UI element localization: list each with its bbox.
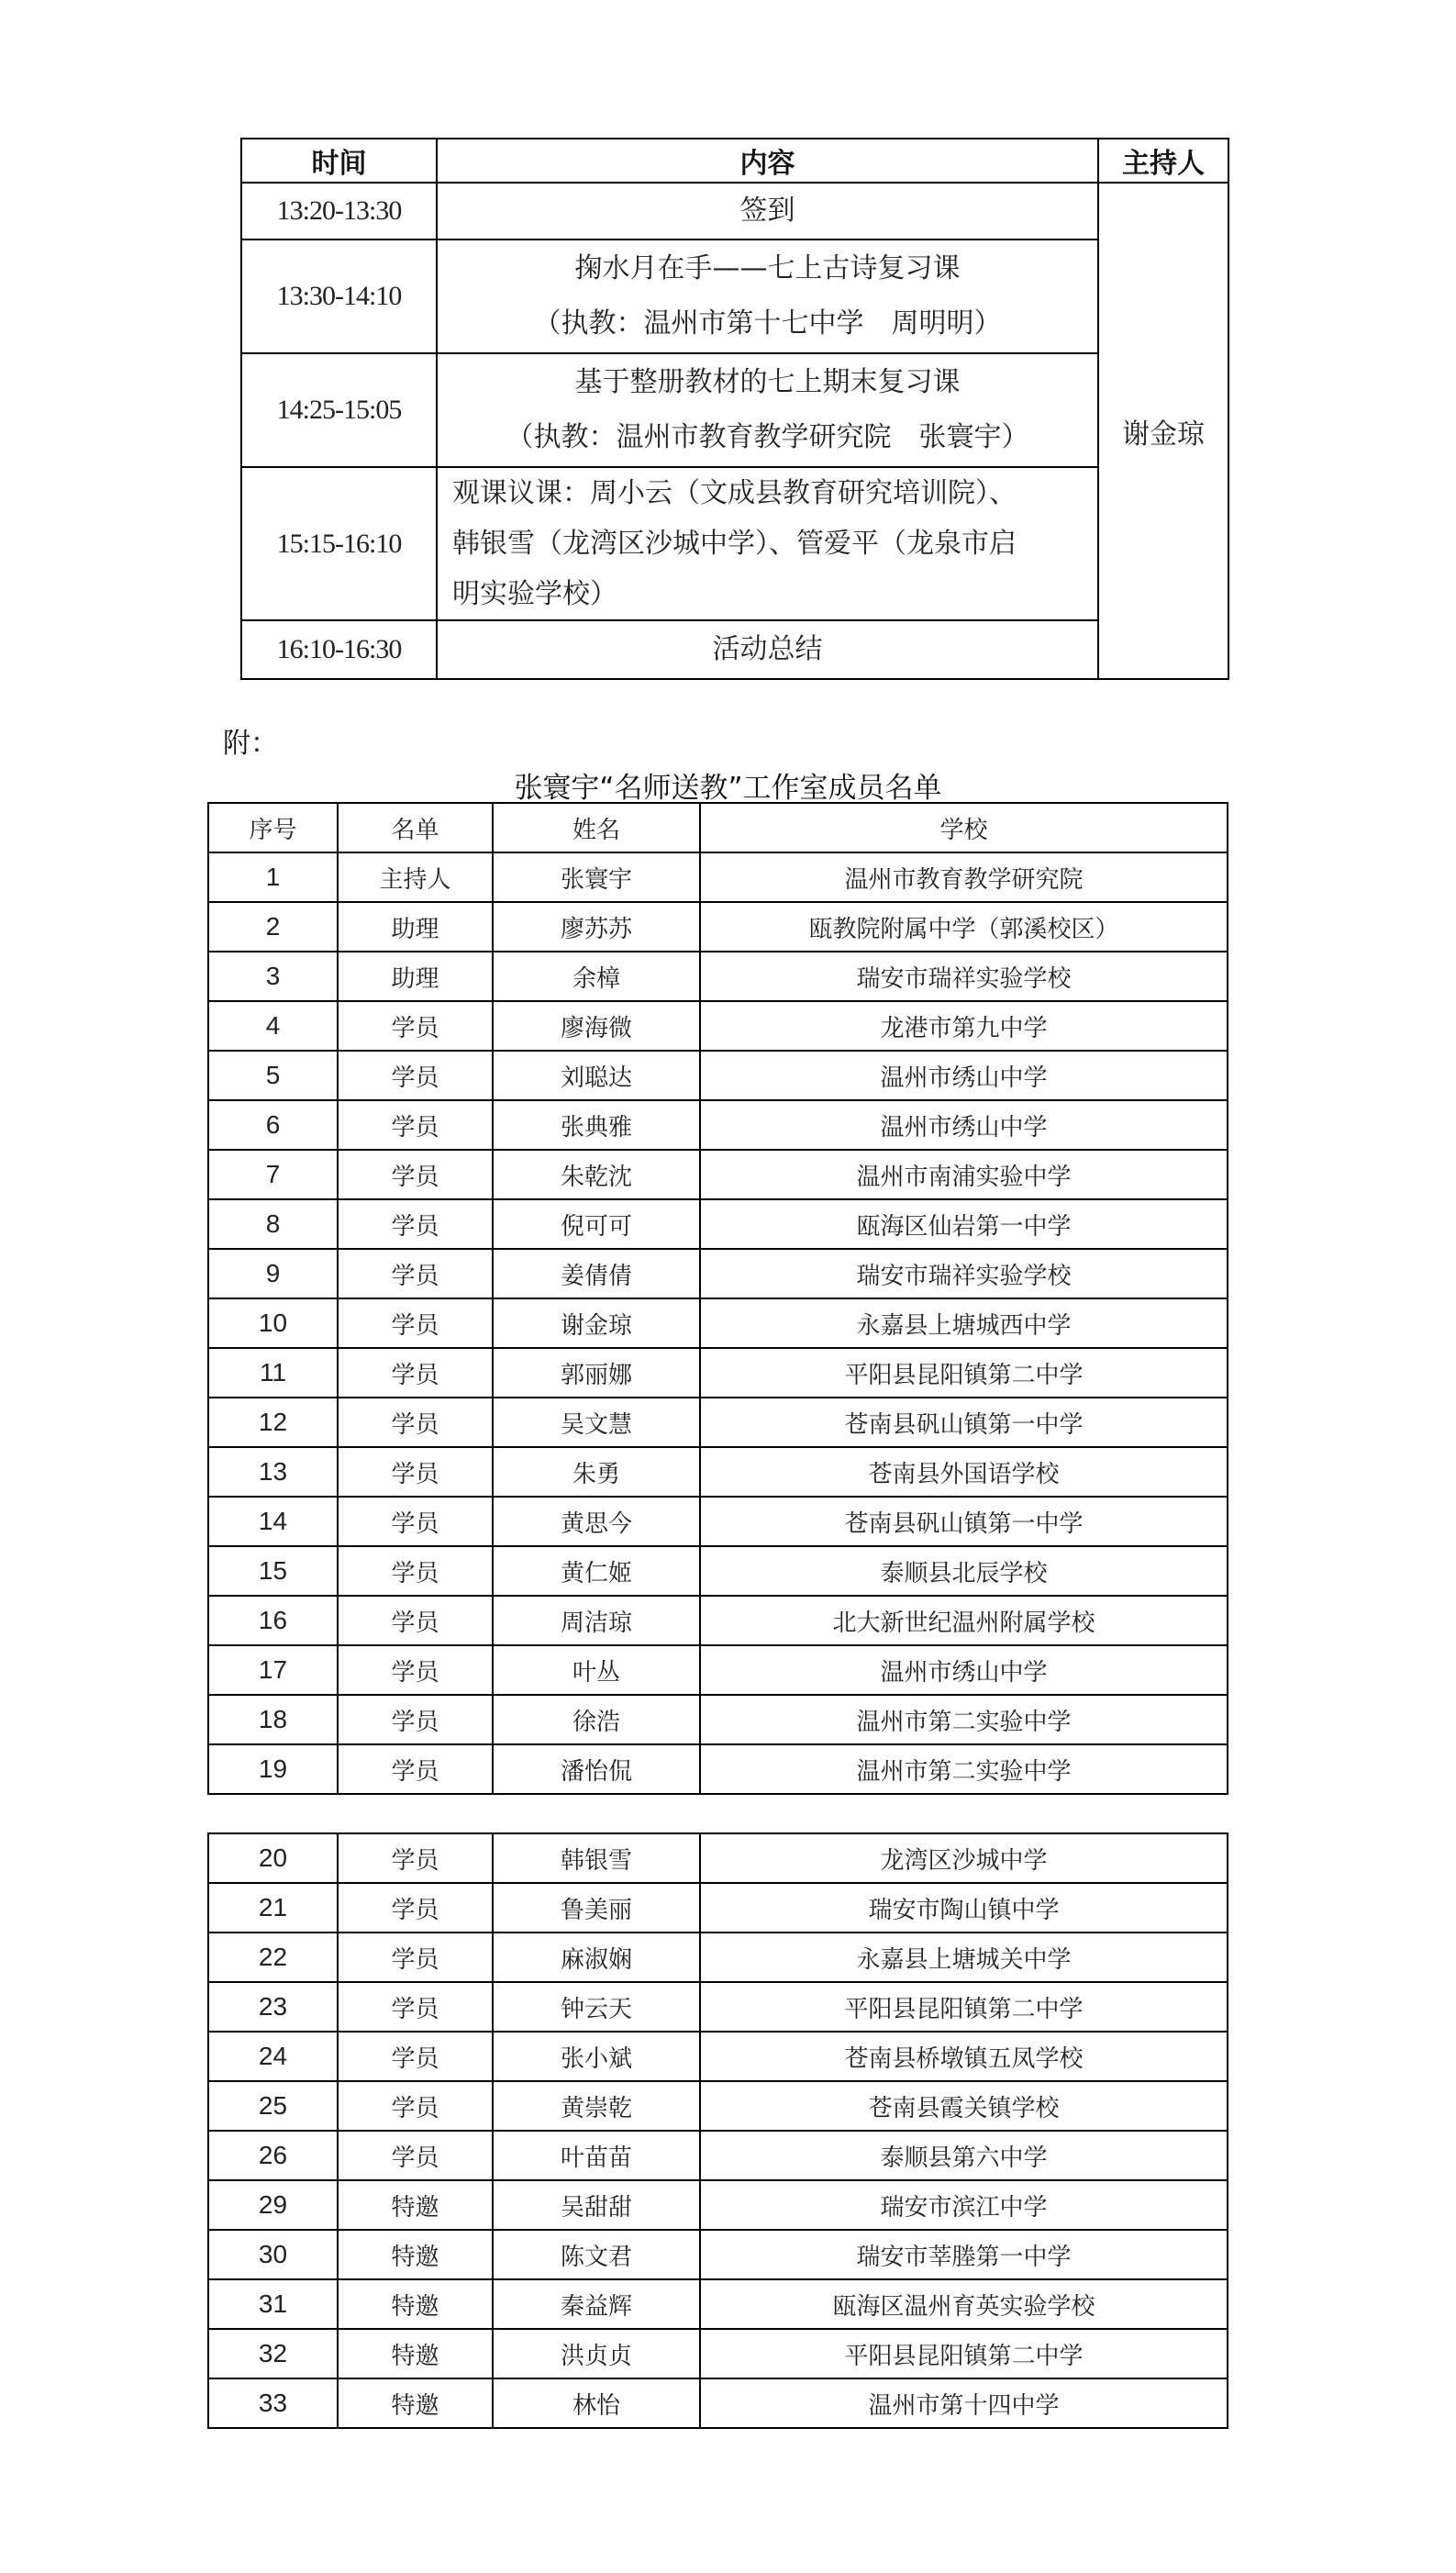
member-index: 8: [208, 1199, 338, 1249]
member-name: 秦益辉: [493, 2279, 700, 2329]
member-row: [208, 1447, 1228, 1497]
member-index: 9: [208, 1249, 338, 1298]
member-role: 学员: [338, 1100, 493, 1150]
member-row: [208, 1744, 1228, 1794]
content-line: 活动总结: [712, 633, 823, 665]
member-index: 16: [208, 1596, 338, 1645]
member-role: 学员: [338, 1348, 493, 1398]
member-row: [208, 1298, 1228, 1348]
schedule-content: [437, 353, 1098, 467]
member-school: 温州市第十四中学: [700, 2378, 1228, 2428]
member-row: [208, 952, 1228, 1001]
member-index: 18: [208, 1695, 338, 1744]
member-name: 叶苗苗: [493, 2131, 700, 2180]
member-name: 廖海微: [493, 1001, 700, 1051]
member-row: [208, 1982, 1228, 2032]
schedule-time: 13:20-13:30: [241, 183, 437, 239]
member-row: [208, 902, 1228, 952]
appendix-label: 附：: [223, 728, 278, 760]
member-role: 学员: [338, 1150, 493, 1199]
member-list-title: 张寰宇“名师送教”工作室成员名单: [514, 772, 942, 805]
member-index: 31: [208, 2279, 338, 2329]
member-name: 林怡: [493, 2378, 700, 2428]
member-role: 学员: [338, 1695, 493, 1744]
member-school: 苍南县外国语学校: [700, 1447, 1228, 1497]
member-name: 吴甜甜: [493, 2180, 700, 2230]
member-index: 14: [208, 1497, 338, 1546]
member-header-row: [208, 803, 1228, 852]
member-index: 24: [208, 2032, 338, 2081]
schedule-header-row: [241, 139, 1228, 183]
member-name: 朱乾沈: [493, 1150, 700, 1199]
member-name: 倪可可: [493, 1199, 700, 1249]
member-name: 鲁美丽: [493, 1883, 700, 1933]
member-role: 特邀: [338, 2230, 493, 2279]
member-school: 温州市绣山中学: [700, 1051, 1228, 1100]
member-school: 瑞安市瑞祥实验学校: [700, 1249, 1228, 1298]
member-role: 学员: [338, 1833, 493, 1883]
member-role: 特邀: [338, 2180, 493, 2230]
member-index: 3: [208, 952, 338, 1001]
member-name: 徐浩: [493, 1695, 700, 1744]
member-row: [208, 1645, 1228, 1695]
member-school: 平阳县昆阳镇第二中学: [700, 1982, 1228, 2032]
member-school: 温州市绣山中学: [700, 1645, 1228, 1695]
member-role: 助理: [338, 952, 493, 1001]
content-line: （执教：温州市教育教学研究院 张寰宇）: [506, 421, 1029, 453]
schedule-content: [437, 467, 1098, 620]
member-school: 温州市南浦实验中学: [700, 1150, 1228, 1199]
member-index: 32: [208, 2329, 338, 2378]
member-index: 29: [208, 2180, 338, 2230]
member-role: 学员: [338, 1982, 493, 2032]
member-row: [208, 1001, 1228, 1051]
member-row: [208, 1883, 1228, 1933]
member-row: [208, 1497, 1228, 1546]
member-index: 19: [208, 1744, 338, 1794]
schedule-content: [437, 239, 1098, 353]
member-index: 1: [208, 852, 338, 902]
member-school: 龙湾区沙城中学: [700, 1833, 1228, 1883]
member-row: [208, 2230, 1228, 2279]
member-row: [208, 1933, 1228, 1982]
member-index: 4: [208, 1001, 338, 1051]
schedule-time: 13:30-14:10: [241, 239, 437, 353]
schedule-row: [241, 620, 1228, 679]
member-role: 特邀: [338, 2378, 493, 2428]
header-content: 内容: [437, 139, 1098, 183]
member-school: 瑞安市陶山镇中学: [700, 1883, 1228, 1933]
member-index: 23: [208, 1982, 338, 2032]
member-role: 特邀: [338, 2279, 493, 2329]
member-index: 21: [208, 1883, 338, 1933]
member-index: 15: [208, 1546, 338, 1596]
header-role: 名单: [338, 803, 493, 852]
member-role: 特邀: [338, 2329, 493, 2378]
member-role: 学员: [338, 1199, 493, 1249]
member-role: 学员: [338, 1883, 493, 1933]
member-role: 学员: [338, 1051, 493, 1100]
schedule-row: [241, 239, 1228, 353]
member-role: 学员: [338, 1546, 493, 1596]
member-index: 26: [208, 2131, 338, 2180]
content-line: 观课议课：周小云（文成县教育研究培训院）、: [452, 477, 1017, 509]
member-role: 学员: [338, 1596, 493, 1645]
member-name: 张小斌: [493, 2032, 700, 2081]
member-role: 主持人: [338, 852, 493, 902]
member-row: [208, 852, 1228, 902]
member-school: 平阳县昆阳镇第二中学: [700, 1348, 1228, 1398]
member-school: 龙港市第九中学: [700, 1001, 1228, 1051]
content-line: （执教：温州市第十七中学 周明明）: [533, 307, 1002, 340]
member-index: 30: [208, 2230, 338, 2279]
schedule-row: [241, 467, 1228, 620]
member-row: [208, 1398, 1228, 1447]
member-role: 学员: [338, 1249, 493, 1298]
member-role: 助理: [338, 902, 493, 952]
member-name: 张典雅: [493, 1100, 700, 1150]
member-school: 苍南县矾山镇第一中学: [700, 1497, 1228, 1546]
member-school: 北大新世纪温州附属学校: [700, 1596, 1228, 1645]
content-line: 韩银雪（龙湾区沙城中学）、管爱平（龙泉市启: [452, 528, 1017, 560]
member-index: 11: [208, 1348, 338, 1398]
content-line: 签到: [739, 195, 795, 227]
member-school: 温州市绣山中学: [700, 1100, 1228, 1150]
schedule-host: 谢金琼: [1098, 183, 1228, 679]
schedule-row: [241, 183, 1228, 239]
content-line: 基于整册教材的七上期末复习课: [574, 366, 961, 398]
member-role: 学员: [338, 1447, 493, 1497]
member-row: [208, 1833, 1228, 1883]
member-index: 10: [208, 1298, 338, 1348]
content-line: 明实验学校）: [452, 578, 617, 610]
header-school: 学校: [700, 803, 1228, 852]
member-name: 叶丛: [493, 1645, 700, 1695]
member-name: 潘怡侃: [493, 1744, 700, 1794]
member-role: 学员: [338, 1645, 493, 1695]
schedule-time: 15:15-16:10: [241, 467, 437, 620]
member-name: 张寰宇: [493, 852, 700, 902]
member-school: 温州市教育教学研究院: [700, 852, 1228, 902]
member-role: 学员: [338, 1001, 493, 1051]
member-row: [208, 1596, 1228, 1645]
header-name: 姓名: [493, 803, 700, 852]
member-school: 泰顺县北辰学校: [700, 1546, 1228, 1596]
member-name: 周洁琼: [493, 1596, 700, 1645]
member-index: 5: [208, 1051, 338, 1100]
member-name: 黄崇乾: [493, 2081, 700, 2131]
member-school: 苍南县霞关镇学校: [700, 2081, 1228, 2131]
member-role: 学员: [338, 2032, 493, 2081]
header-index: 序号: [208, 803, 338, 852]
member-row: [208, 1150, 1228, 1199]
member-name: 姜倩倩: [493, 1249, 700, 1298]
member-school: 瑞安市莘塍第一中学: [700, 2230, 1228, 2279]
member-row: [208, 1199, 1228, 1249]
member-name: 廖苏苏: [493, 902, 700, 952]
member-name: 钟云天: [493, 1982, 700, 2032]
member-index: 25: [208, 2081, 338, 2131]
member-school: 瑞安市滨江中学: [700, 2180, 1228, 2230]
member-name: 刘聪达: [493, 1051, 700, 1100]
member-row: [208, 2131, 1228, 2180]
header-host: 主持人: [1098, 139, 1228, 183]
member-index: 2: [208, 902, 338, 952]
member-name: 谢金琼: [493, 1298, 700, 1348]
member-school: 温州市第二实验中学: [700, 1744, 1228, 1794]
member-school: 平阳县昆阳镇第二中学: [700, 2329, 1228, 2378]
member-school: 泰顺县第六中学: [700, 2131, 1228, 2180]
header-time: 时间: [241, 139, 437, 183]
content-line: 掬水月在手——七上古诗复习课: [574, 252, 961, 284]
member-name: 郭丽娜: [493, 1348, 700, 1398]
member-index: 12: [208, 1398, 338, 1447]
member-row: [208, 1100, 1228, 1150]
member-row: [208, 2180, 1228, 2230]
member-role: 学员: [338, 1497, 493, 1546]
member-index: 20: [208, 1833, 338, 1883]
member-row: [208, 1695, 1228, 1744]
member-name: 麻淑娴: [493, 1933, 700, 1982]
member-name: 朱勇: [493, 1447, 700, 1497]
schedule-table: [240, 138, 1229, 680]
schedule-content: [437, 183, 1098, 239]
member-role: 学员: [338, 1298, 493, 1348]
schedule-content: [437, 620, 1098, 679]
member-school: 瓯海区仙岩第一中学: [700, 1199, 1228, 1249]
member-school: 瓯海区温州育英实验学校: [700, 2279, 1228, 2329]
member-name: 韩银雪: [493, 1833, 700, 1883]
member-role: 学员: [338, 2081, 493, 2131]
member-index: 6: [208, 1100, 338, 1150]
member-name: 余樟: [493, 952, 700, 1001]
member-row: [208, 1546, 1228, 1596]
member-school: 温州市第二实验中学: [700, 1695, 1228, 1744]
member-role: 学员: [338, 1398, 493, 1447]
member-school: 苍南县桥墩镇五凤学校: [700, 2032, 1228, 2081]
member-index: 7: [208, 1150, 338, 1199]
member-role: 学员: [338, 1933, 493, 1982]
member-index: 22: [208, 1933, 338, 1982]
member-row: [208, 1249, 1228, 1298]
member-table-continued: [207, 1832, 1228, 2429]
member-row: [208, 2329, 1228, 2378]
member-row: [208, 2081, 1228, 2131]
member-name: 吴文慧: [493, 1398, 700, 1447]
member-role: 学员: [338, 1744, 493, 1794]
member-name: 陈文君: [493, 2230, 700, 2279]
member-row: [208, 1348, 1228, 1398]
member-school: 永嘉县上塘城西中学: [700, 1298, 1228, 1348]
schedule-time: 16:10-16:30: [241, 620, 437, 679]
member-name: 黄思今: [493, 1497, 700, 1546]
member-row: [208, 1051, 1228, 1100]
member-school: 瑞安市瑞祥实验学校: [700, 952, 1228, 1001]
member-index: 13: [208, 1447, 338, 1497]
member-name: 洪贞贞: [493, 2329, 700, 2378]
member-index: 17: [208, 1645, 338, 1695]
member-index: 33: [208, 2378, 338, 2428]
member-row: [208, 2279, 1228, 2329]
member-table: [207, 802, 1228, 1795]
member-name: 黄仁姬: [493, 1546, 700, 1596]
schedule-time: 14:25-15:05: [241, 353, 437, 467]
member-school: 永嘉县上塘城关中学: [700, 1933, 1228, 1982]
member-row: [208, 2032, 1228, 2081]
member-row: [208, 2378, 1228, 2428]
member-school: 瓯教院附属中学（郭溪校区）: [700, 902, 1228, 952]
schedule-row: [241, 353, 1228, 467]
member-role: 学员: [338, 2131, 493, 2180]
member-school: 苍南县矾山镇第一中学: [700, 1398, 1228, 1447]
